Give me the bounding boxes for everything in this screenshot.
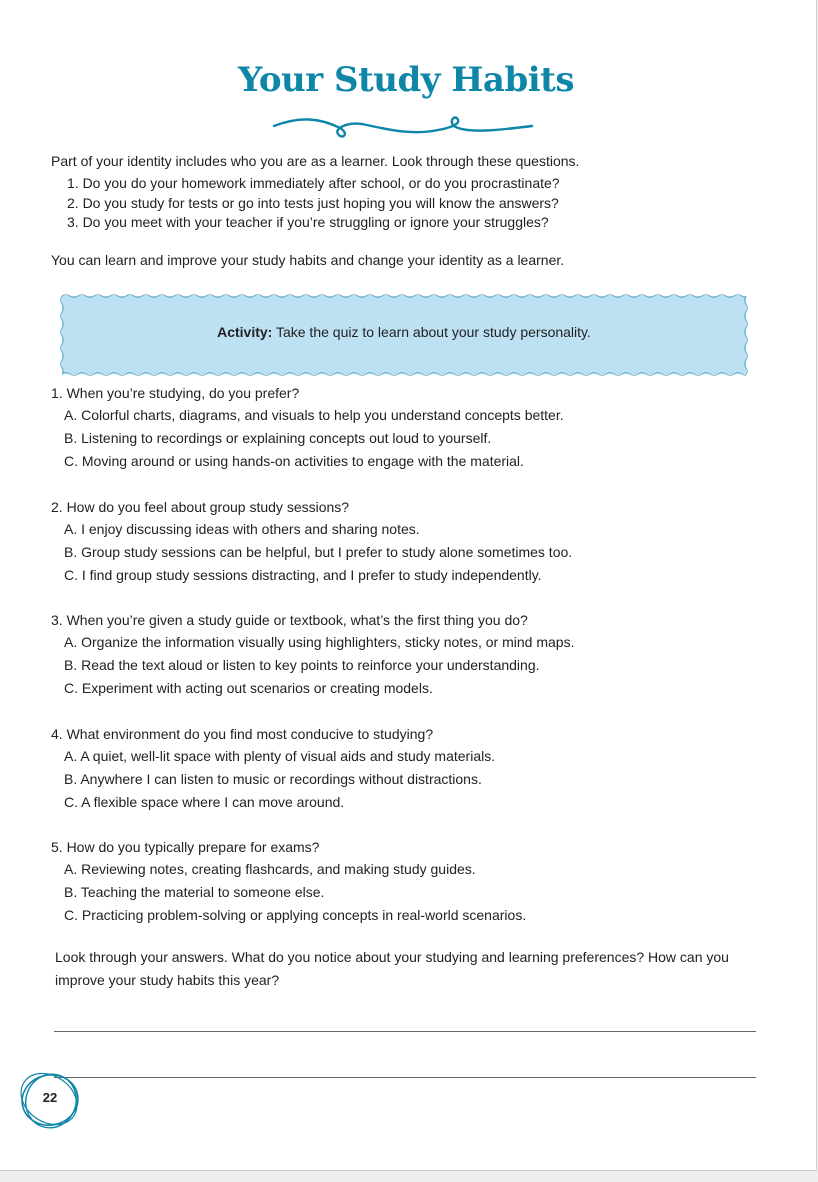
quiz-option: A. I enjoy discussing ideas with others and sharing notes. <box>64 521 420 537</box>
quiz-options <box>51 858 526 927</box>
quiz-option: C. A flexible space where I can move around. <box>64 794 345 810</box>
quiz-option: C. Moving around or using hands-on activities to engage with the material. <box>64 453 524 469</box>
quiz-question-text: 5. How do you typically prepare for exams? <box>51 839 320 855</box>
quiz-option: B. Anywhere I can listen to music or recordings without distractions. <box>64 771 482 787</box>
quiz-options <box>51 745 495 814</box>
quiz-question-5 <box>51 836 526 927</box>
answer-line[interactable] <box>54 1077 756 1078</box>
intro-paragraph: Part of your identity includes who you are as a learner. Look through these questions. <box>51 153 580 169</box>
quiz-question-text: 4. What environment do you find most conducive to studying? <box>51 726 434 742</box>
quiz-question-2 <box>51 496 572 587</box>
intro-question-item: 3. Do you meet with your teacher if you’re struggling or ignore your struggles? <box>67 214 549 230</box>
quiz-options <box>51 631 574 700</box>
page-title: Your Study Habits <box>238 60 574 100</box>
improve-paragraph: You can learn and improve your study habits and change your identity as a learner. <box>51 252 565 268</box>
quiz-question-3 <box>51 609 574 700</box>
intro-question-item: 1. Do you do your homework immediately after school, or do you procrastinate? <box>67 175 560 191</box>
closing-prompt: Look through your answers. What do you notice about your studying and learning preferences? How can you improve your study habits this year? <box>55 949 729 988</box>
quiz-option: A. Reviewing notes, creating flashcards, and making study guides. <box>64 861 476 877</box>
quiz-options <box>51 518 572 587</box>
quiz-option: A. Organize the information visually using highlighters, sticky notes, or mind maps. <box>64 634 575 650</box>
quiz-question-text: 3. When you’re given a study guide or textbook, what’s the first thing you do? <box>51 612 528 628</box>
intro-question-item: 2. Do you study for tests or go into tests just hoping you will know the answers? <box>67 194 559 211</box>
quiz-option: B. Group study sessions can be helpful, but I prefer to study alone sometimes too. <box>64 544 573 560</box>
intro-question-list <box>67 174 560 233</box>
quiz-question-4 <box>51 723 495 814</box>
quiz-option: A. Colorful charts, diagrams, and visuals to help you understand concepts better. <box>64 407 564 423</box>
quiz-options <box>51 404 564 473</box>
quiz-option: B. Read the text aloud or listen to key points to reinforce your understanding. <box>64 657 540 673</box>
quiz-question-1 <box>51 382 564 473</box>
activity-label: Activity: <box>217 324 273 340</box>
quiz-question-text: 1. When you’re studying, do you prefer? <box>51 385 300 401</box>
activity-callout <box>60 322 748 342</box>
activity-instruction: Take the quiz to learn about your study personality. <box>272 324 591 340</box>
squiggle-divider-icon <box>270 112 540 146</box>
page-number: 22 <box>42 1090 58 1105</box>
quiz-option: C. Experiment with acting out scenarios or creating models. <box>64 680 433 696</box>
quiz-option: B. Teaching the material to someone else. <box>64 884 325 900</box>
quiz-option: A. A quiet, well-lit space with plenty of visual aids and study materials. <box>64 748 496 764</box>
quiz-option: B. Listening to recordings or explaining concepts out loud to yourself. <box>64 430 492 446</box>
quiz-question-text: 2. How do you feel about group study sessions? <box>51 499 350 515</box>
answer-line[interactable] <box>54 1031 756 1032</box>
quiz-option: C. Practicing problem-solving or applying concepts in real-world scenarios. <box>64 907 527 923</box>
quiz-option: C. I find group study sessions distracting, and I prefer to study independently. <box>64 567 542 583</box>
